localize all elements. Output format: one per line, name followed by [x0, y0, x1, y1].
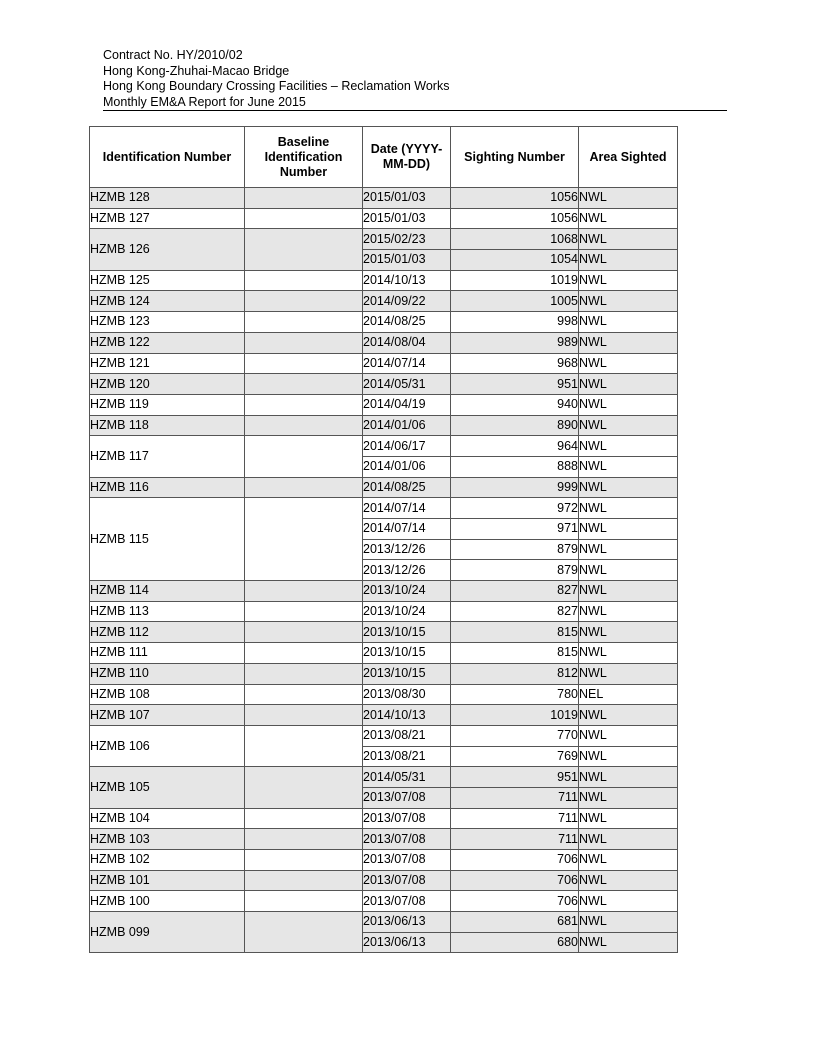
cell-identification-number: HZMB 115 [90, 498, 245, 581]
cell-identification-number: HZMB 124 [90, 291, 245, 312]
table-body [90, 188, 678, 953]
header-divider [103, 110, 727, 111]
cell-identification-number: HZMB 111 [90, 643, 245, 664]
cell-baseline-id [245, 622, 363, 643]
table-row [90, 208, 678, 229]
cell-baseline-id [245, 270, 363, 291]
cell-sighting-number: 1054 [451, 250, 579, 271]
cell-identification-number: HZMB 103 [90, 829, 245, 850]
cell-date: 2013/07/08 [363, 808, 451, 829]
cell-sighting-number: 711 [451, 829, 579, 850]
cell-date: 2013/07/08 [363, 787, 451, 808]
cell-sighting-number: 968 [451, 353, 579, 374]
cell-date: 2013/07/08 [363, 870, 451, 891]
cell-date: 2015/01/03 [363, 188, 451, 209]
table-row [90, 581, 678, 602]
table-row [90, 229, 678, 250]
cell-date: 2014/08/04 [363, 332, 451, 353]
cell-area-sighted: NWL [579, 498, 678, 519]
cell-baseline-id [245, 850, 363, 871]
cell-baseline-id [245, 912, 363, 953]
table-row [90, 312, 678, 333]
cell-date: 2014/10/13 [363, 705, 451, 726]
cell-area-sighted: NWL [579, 622, 678, 643]
table-row [90, 663, 678, 684]
cell-area-sighted: NWL [579, 808, 678, 829]
cell-identification-number: HZMB 110 [90, 663, 245, 684]
cell-baseline-id [245, 581, 363, 602]
cell-area-sighted: NWL [579, 188, 678, 209]
table-row [90, 767, 678, 788]
contract-number: Contract No. HY/2010/02 [103, 48, 243, 62]
cell-identification-number: HZMB 121 [90, 353, 245, 374]
cell-sighting-number: 827 [451, 601, 579, 622]
table-row [90, 601, 678, 622]
col-header-sighting: Sighting Number [451, 127, 579, 188]
sighting-table [89, 126, 678, 953]
cell-area-sighted: NWL [579, 477, 678, 498]
cell-sighting-number: 812 [451, 663, 579, 684]
cell-identification-number: HZMB 114 [90, 581, 245, 602]
col-header-baseline: Baseline Identification Number [245, 127, 363, 188]
col-header-identification: Identification Number [90, 127, 245, 188]
table-row [90, 870, 678, 891]
cell-date: 2014/04/19 [363, 394, 451, 415]
cell-identification-number: HZMB 118 [90, 415, 245, 436]
cell-sighting-number: 681 [451, 912, 579, 933]
cell-sighting-number: 964 [451, 436, 579, 457]
cell-date: 2014/07/14 [363, 519, 451, 540]
project-name: Hong Kong-Zhuhai-Macao Bridge [103, 63, 290, 78]
cell-sighting-number: 711 [451, 808, 579, 829]
table-row [90, 332, 678, 353]
cell-identification-number: HZMB 102 [90, 850, 245, 871]
cell-sighting-number: 780 [451, 684, 579, 705]
cell-area-sighted: NWL [579, 767, 678, 788]
cell-area-sighted: NWL [579, 291, 678, 312]
cell-baseline-id [245, 705, 363, 726]
cell-baseline-id [245, 725, 363, 766]
cell-date: 2013/07/08 [363, 891, 451, 912]
cell-sighting-number: 971 [451, 519, 579, 540]
cell-area-sighted: NWL [579, 829, 678, 850]
table-header-row [90, 127, 678, 188]
table-row [90, 394, 678, 415]
cell-sighting-number: 1005 [451, 291, 579, 312]
cell-area-sighted: NWL [579, 229, 678, 250]
cell-sighting-number: 951 [451, 767, 579, 788]
cell-identification-number: HZMB 116 [90, 477, 245, 498]
cell-area-sighted: NWL [579, 870, 678, 891]
cell-area-sighted: NWL [579, 270, 678, 291]
cell-date: 2014/01/06 [363, 456, 451, 477]
cell-identification-number: HZMB 126 [90, 229, 245, 270]
cell-identification-number: HZMB 117 [90, 436, 245, 477]
cell-area-sighted: NWL [579, 353, 678, 374]
cell-area-sighted: NWL [579, 415, 678, 436]
cell-date: 2014/06/17 [363, 436, 451, 457]
cell-baseline-id [245, 663, 363, 684]
table-row [90, 808, 678, 829]
cell-sighting-number: 879 [451, 539, 579, 560]
cell-area-sighted: NWL [579, 250, 678, 271]
cell-date: 2014/07/14 [363, 498, 451, 519]
cell-baseline-id [245, 291, 363, 312]
cell-sighting-number: 769 [451, 746, 579, 767]
cell-area-sighted: NWL [579, 312, 678, 333]
cell-date: 2015/01/03 [363, 250, 451, 271]
cell-area-sighted: NWL [579, 394, 678, 415]
cell-sighting-number: 680 [451, 932, 579, 953]
cell-baseline-id [245, 436, 363, 477]
cell-sighting-number: 815 [451, 622, 579, 643]
cell-baseline-id [245, 208, 363, 229]
table-row [90, 684, 678, 705]
cell-area-sighted: NWL [579, 581, 678, 602]
cell-date: 2013/10/15 [363, 622, 451, 643]
report-title: Monthly EM&A Report for June 2015 [103, 94, 306, 109]
cell-date: 2013/08/21 [363, 746, 451, 767]
cell-sighting-number: 1056 [451, 188, 579, 209]
table-row [90, 850, 678, 871]
cell-area-sighted: NWL [579, 912, 678, 933]
cell-baseline-id [245, 767, 363, 808]
cell-sighting-number: 1068 [451, 229, 579, 250]
cell-baseline-id [245, 415, 363, 436]
cell-sighting-number: 706 [451, 870, 579, 891]
cell-identification-number: HZMB 123 [90, 312, 245, 333]
col-header-date: Date (YYYY-MM-DD) [363, 127, 451, 188]
cell-identification-number: HZMB 128 [90, 188, 245, 209]
cell-identification-number: HZMB 108 [90, 684, 245, 705]
cell-date: 2013/07/08 [363, 850, 451, 871]
cell-sighting-number: 879 [451, 560, 579, 581]
table-row [90, 705, 678, 726]
cell-date: 2013/12/26 [363, 560, 451, 581]
table-row [90, 353, 678, 374]
cell-sighting-number: 1019 [451, 705, 579, 726]
cell-identification-number: HZMB 106 [90, 725, 245, 766]
cell-sighting-number: 1056 [451, 208, 579, 229]
cell-area-sighted: NWL [579, 643, 678, 664]
cell-date: 2014/08/25 [363, 477, 451, 498]
cell-area-sighted: NEL [579, 684, 678, 705]
cell-baseline-id [245, 684, 363, 705]
cell-sighting-number: 972 [451, 498, 579, 519]
cell-sighting-number: 706 [451, 850, 579, 871]
cell-area-sighted: NWL [579, 787, 678, 808]
cell-date: 2014/08/25 [363, 312, 451, 333]
cell-identification-number: HZMB 119 [90, 394, 245, 415]
cell-date: 2013/08/30 [363, 684, 451, 705]
cell-identification-number: HZMB 099 [90, 912, 245, 953]
cell-identification-number: HZMB 113 [90, 601, 245, 622]
cell-date: 2014/05/31 [363, 767, 451, 788]
cell-area-sighted: NWL [579, 891, 678, 912]
table-row [90, 374, 678, 395]
cell-baseline-id [245, 312, 363, 333]
cell-area-sighted: NWL [579, 601, 678, 622]
cell-baseline-id [245, 870, 363, 891]
col-header-area: Area Sighted [579, 127, 678, 188]
cell-identification-number: HZMB 127 [90, 208, 245, 229]
cell-date: 2014/01/06 [363, 415, 451, 436]
cell-area-sighted: NWL [579, 560, 678, 581]
cell-sighting-number: 706 [451, 891, 579, 912]
cell-date: 2013/10/24 [363, 601, 451, 622]
cell-date: 2013/06/13 [363, 912, 451, 933]
cell-baseline-id [245, 332, 363, 353]
cell-sighting-number: 815 [451, 643, 579, 664]
cell-sighting-number: 827 [451, 581, 579, 602]
report-header [103, 48, 449, 110]
cell-identification-number: HZMB 101 [90, 870, 245, 891]
cell-baseline-id [245, 601, 363, 622]
cell-area-sighted: NWL [579, 850, 678, 871]
cell-date: 2013/07/08 [363, 829, 451, 850]
cell-identification-number: HZMB 122 [90, 332, 245, 353]
cell-baseline-id [245, 891, 363, 912]
table-row [90, 477, 678, 498]
table-row [90, 643, 678, 664]
cell-sighting-number: 951 [451, 374, 579, 395]
cell-date: 2013/10/24 [363, 581, 451, 602]
cell-identification-number: HZMB 120 [90, 374, 245, 395]
cell-baseline-id [245, 229, 363, 270]
table-row [90, 270, 678, 291]
cell-identification-number: HZMB 100 [90, 891, 245, 912]
facility-name: Hong Kong Boundary Crossing Facilities – Reclamation Works [103, 79, 450, 93]
cell-date: 2015/01/03 [363, 208, 451, 229]
cell-sighting-number: 998 [451, 312, 579, 333]
cell-area-sighted: NWL [579, 746, 678, 767]
cell-identification-number: HZMB 105 [90, 767, 245, 808]
cell-area-sighted: NWL [579, 374, 678, 395]
cell-area-sighted: NWL [579, 663, 678, 684]
cell-date: 2015/02/23 [363, 229, 451, 250]
cell-date: 2013/10/15 [363, 643, 451, 664]
cell-sighting-number: 999 [451, 477, 579, 498]
cell-date: 2013/10/15 [363, 663, 451, 684]
cell-identification-number: HZMB 107 [90, 705, 245, 726]
cell-area-sighted: NWL [579, 725, 678, 746]
cell-baseline-id [245, 374, 363, 395]
cell-sighting-number: 989 [451, 332, 579, 353]
cell-area-sighted: NWL [579, 519, 678, 540]
table-row [90, 498, 678, 519]
cell-sighting-number: 1019 [451, 270, 579, 291]
cell-baseline-id [245, 353, 363, 374]
cell-area-sighted: NWL [579, 332, 678, 353]
cell-date: 2014/10/13 [363, 270, 451, 291]
table-row [90, 829, 678, 850]
cell-identification-number: HZMB 125 [90, 270, 245, 291]
cell-area-sighted: NWL [579, 456, 678, 477]
table-row [90, 912, 678, 933]
cell-area-sighted: NWL [579, 932, 678, 953]
cell-area-sighted: NWL [579, 208, 678, 229]
cell-sighting-number: 888 [451, 456, 579, 477]
cell-area-sighted: NWL [579, 539, 678, 560]
cell-baseline-id [245, 394, 363, 415]
cell-sighting-number: 890 [451, 415, 579, 436]
table-row [90, 725, 678, 746]
cell-baseline-id [245, 829, 363, 850]
table-row [90, 436, 678, 457]
cell-sighting-number: 770 [451, 725, 579, 746]
cell-sighting-number: 940 [451, 394, 579, 415]
cell-date: 2014/05/31 [363, 374, 451, 395]
table-row [90, 891, 678, 912]
cell-baseline-id [245, 188, 363, 209]
cell-date: 2014/09/22 [363, 291, 451, 312]
cell-baseline-id [245, 477, 363, 498]
cell-baseline-id [245, 643, 363, 664]
table-row [90, 622, 678, 643]
table-row [90, 415, 678, 436]
table-row [90, 291, 678, 312]
cell-sighting-number: 711 [451, 787, 579, 808]
cell-date: 2013/12/26 [363, 539, 451, 560]
cell-baseline-id [245, 498, 363, 581]
cell-baseline-id [245, 808, 363, 829]
cell-date: 2014/07/14 [363, 353, 451, 374]
cell-date: 2013/08/21 [363, 725, 451, 746]
cell-identification-number: HZMB 112 [90, 622, 245, 643]
cell-area-sighted: NWL [579, 705, 678, 726]
cell-date: 2013/06/13 [363, 932, 451, 953]
cell-identification-number: HZMB 104 [90, 808, 245, 829]
cell-area-sighted: NWL [579, 436, 678, 457]
table-row [90, 188, 678, 209]
